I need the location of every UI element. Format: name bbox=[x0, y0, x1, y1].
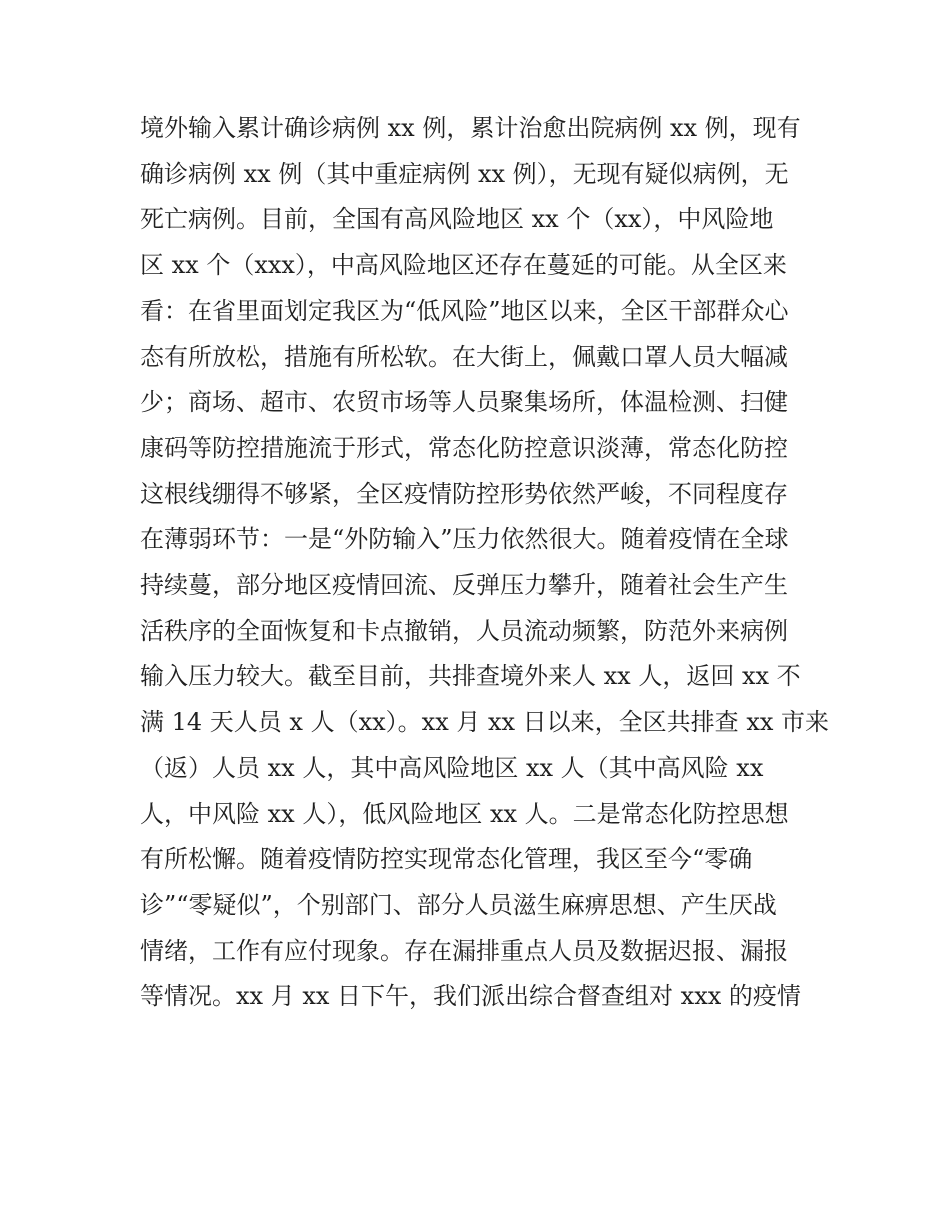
text-line: 有所松懈。随着疫情防控实现常态化管理，我区至今“零确 bbox=[140, 845, 753, 874]
text-line: 等情况。xx 月 xx 日下午，我们派出综合督查组对 xxx 的疫情 bbox=[140, 982, 801, 1011]
text-line: 境外输入累计确诊病例 xx 例，累计治愈出院病例 xx 例，现有 bbox=[140, 114, 801, 142]
text-line: 活秩序的全面恢复和卡点撤销，人员流动频繁，防范外来病例 bbox=[140, 616, 788, 645]
text-line: 输入压力较大。截至目前，共排查境外来人 xx 人，返回 xx 不 bbox=[140, 662, 801, 691]
text-line: 人，中风险 xx 人），低风险地区 xx 人。二是常态化防控思想 bbox=[140, 799, 789, 828]
text-line: 区 xx 个（xxx），中高风险地区还存在蔓延的可能。从全区来 bbox=[140, 251, 787, 280]
text-line: 少；商场、超市、农贸市场等人员聚集场所，体温检测、扫健 bbox=[140, 388, 788, 417]
text-line: 看：在省里面划定我区为“低风险”地区以来，全区干部群众心 bbox=[140, 296, 789, 325]
text-line: 诊”“零疑似”，个别部门、部分人员滋生麻痹思想、产生厌战 bbox=[140, 890, 777, 919]
text-line: 满 14 天人员 x 人（xx）。xx 月 xx 日以来，全区共排查 xx 市来 bbox=[140, 708, 830, 737]
text-line: 死亡病例。目前，全国有高风险地区 xx 个（xx），中风险地 bbox=[140, 205, 774, 234]
text-line: 这根线绷得不够紧，全区疫情防控形势依然严峻，不同程度存 bbox=[140, 479, 788, 508]
body-paragraph bbox=[140, 106, 830, 1020]
text-line: 态有所放松，措施有所松软。在大街上，佩戴口罩人员大幅减 bbox=[140, 342, 788, 371]
text-line: 情绪，工作有应付现象。存在漏排重点人员及数据迟报、漏报 bbox=[140, 936, 788, 965]
text-line: 确诊病例 xx 例（其中重症病例 xx 例），无现有疑似病例，无 bbox=[140, 159, 789, 188]
text-line: 在薄弱环节：一是“外防输入”压力依然很大。随着疫情在全球 bbox=[140, 525, 789, 554]
text-line: 持续蔓，部分地区疫情回流、反弹压力攀升，随着社会生产生 bbox=[140, 571, 788, 600]
text-line: 康码等防控措施流于形式，常态化防控意识淡薄，常态化防控 bbox=[140, 433, 788, 462]
text-line: （返）人员 xx 人，其中高风险地区 xx 人（其中高风险 xx bbox=[140, 753, 764, 782]
